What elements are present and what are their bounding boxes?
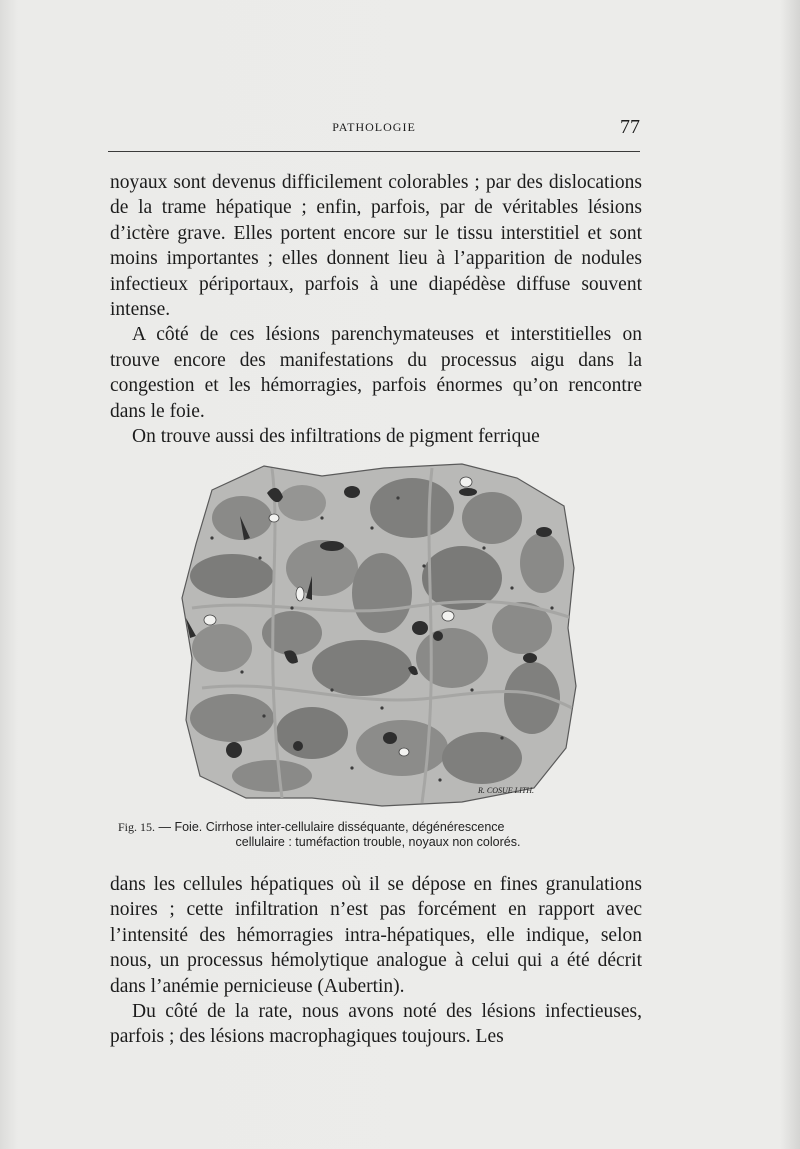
header-rule [108,151,640,152]
liver-section-image [172,458,582,810]
paragraph: Du côté de la rate, nous avons noté des lésions infectieuses, parfois ; des lésions macrophagiques toujours. Les [110,1001,642,1048]
paragraph: dans les cellules hépatiques où il se dépose en fines granulations noires ; cette infiltration n’est pas forcément en rapport avec l’intensité des hémorragies intra-hépatiques, elle indique, selon nous, un processus hémolytique analogue à celui qui a été décrit dans l’anémie pernicieuse (Aubertin). [110,874,642,997]
caption-line-1: — Foie. Cirrhose inter-cellulaire disséquante, dégénérescence [155,820,505,834]
paragraph: A côté de ces lésions parenchymateuses et interstitielles on trouve encore des manifestations du processus aigu dans la congestion et les hémorragies, parfois énormes qu’on rencontre dans le foie. [110,324,642,422]
paragraph: On trouve aussi des infiltrations de pigment ferrique [132,426,540,448]
page-number: 77 [620,116,640,138]
engraver-signature: R. COSUE LITH. [478,786,535,795]
paragraph: noyaux sont devenus difficilement colorables ; par des dislocations de la trame hépatique ; enfin, parfois, par de véritables lésions d’ictère grave. Elles portent encore sur le tissu interstitiel et sont moins importantes ; elles donnent lieu à l’apparition de nodules infectieux périportaux, parfois à une diapédèse diffuse souvent intense. [110,172,642,321]
figure-caption [118,820,638,850]
figure-label: Fig. 15. [118,820,156,834]
liver-section-illustration [172,458,582,810]
page-header [108,118,640,148]
running-head: PATHOLOGIE [332,120,416,134]
caption-line-2: cellulaire : tuméfaction trouble, noyaux non colorés. [235,835,521,849]
body-text-top [110,170,642,449]
body-text-bottom [110,872,642,1050]
